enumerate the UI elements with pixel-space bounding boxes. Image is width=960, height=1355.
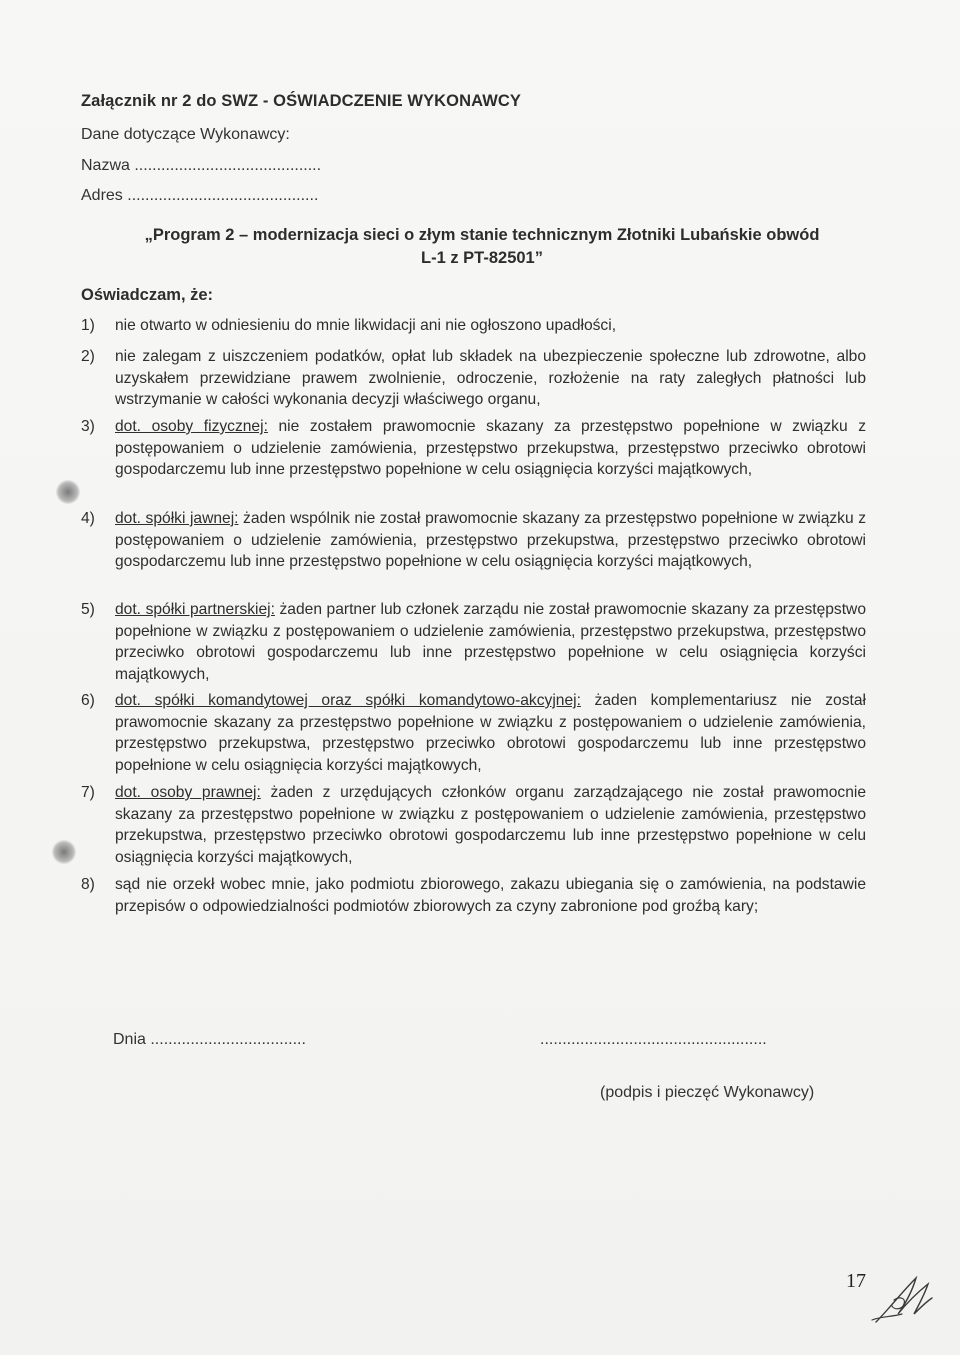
item-number: 3)	[81, 418, 95, 435]
contractor-data-label: Dane dotyczące Wykonawcy:	[81, 126, 290, 143]
item-number: 1)	[81, 317, 95, 334]
handwritten-paraph	[868, 1270, 938, 1330]
punch-hole-mark	[52, 840, 76, 864]
item-text: żaden wspólnik nie został prawomocnie skazany za przestępstwo popełnione w związku z postępowaniem o udzielenie zamówienia, przestępstwo przekupstwa, przestępstwo przeciwko obrotowi gospodarczemu lub inne przestępstwo popełnione w celu osiągnięcia korzyści majątkowych,	[115, 510, 866, 570]
item-number: 6)	[81, 692, 95, 709]
declaration-item	[81, 508, 866, 573]
declaration-item	[81, 599, 866, 685]
item-prefix: dot. spółki partnerskiej:	[115, 601, 275, 618]
signature-line: ...................................................	[540, 1031, 767, 1048]
item-number: 2)	[81, 348, 95, 365]
declaration-item	[81, 874, 866, 917]
item-text: żaden partner lub członek zarządu nie został prawomocnie skazany za przestępstwo popełnione w związku z postępowaniem o udzielenie zamówienia, przestępstwo przekupstwa, przestępstwo przeciwko obrotowi gospodarczemu lub inne przestępstwo popełnione w celu osiągnięcia korzyści majątkowych,	[115, 601, 866, 683]
item-text: nie zostałem prawomocnie skazany za przestępstwo popełnione w związku z postępowaniem o udzielenie zamówienia, przestępstwo przekupstwa, przestępstwo przeciwko obrotowi gospodarczemu lub inne przestępstwo popełnione w celu osiągnięcia korzyści majątkowych,	[115, 418, 866, 478]
item-text: żaden komplementariusz nie został prawomocnie skazany za przestępstwo popełnione w związku z postępowaniem o udzielenie zamówienia, przestępstwo przekupstwa, przestępstwo przeciwko obrotowi gospodarczemu lub inne przestępstwo popełnione w celu osiągnięcia korzyści majątkowych,	[115, 692, 866, 774]
item-number: 8)	[81, 876, 95, 893]
item-text: nie zalegam z uiszczeniem podatków, opłat lub składek na ubezpieczenie społeczne lub zdrowotne, albo uzyskałem przewidziane prawem zwolnienie, odroczenie, rozłożenie na raty zaległych płatności lub wstrzymanie w całości wykonania decyzji właściwego organu,	[115, 348, 866, 408]
item-prefix: dot. osoby fizycznej:	[115, 418, 268, 435]
item-prefix: dot. spółki jawnej:	[115, 510, 239, 527]
contractor-name-line: Nazwa ..........................................	[81, 157, 322, 174]
signature-caption: (podpis i pieczęć Wykonawcy)	[600, 1084, 815, 1101]
item-text: żaden z urzędujących członków organu zarządzającego nie został prawomocnie skazany za przestępstwo popełnione w związku z postępowaniem o udzielenie zamówienia, przestępstwo przekupstwa, przestępstwo przeciwko obrotowi gospodarczemu lub inne przestępstwo popełnione w celu osiągnięcia korzyści majątkowych,	[115, 784, 867, 866]
declaration-item	[81, 690, 866, 776]
project-title-line-2: L-1 z PT-82501”	[421, 249, 543, 267]
document-title: Załącznik nr 2 do SWZ - OŚWIADCZENIE WYKONAWCY	[81, 92, 522, 110]
declaration-item	[81, 346, 866, 411]
declaration-item	[81, 782, 866, 868]
item-prefix: dot. osoby prawnej:	[115, 784, 261, 801]
project-title	[96, 224, 868, 270]
page-number: 17	[846, 1270, 866, 1292]
project-title-line-1: „Program 2 – modernizacja sieci o złym stanie technicznym Złotniki Lubańskie obwód	[144, 226, 820, 244]
punch-hole-mark	[56, 480, 80, 504]
contractor-address-line: Adres ...........................................	[81, 187, 319, 204]
declaration-item	[81, 315, 866, 337]
item-number: 4)	[81, 510, 95, 527]
item-number: 7)	[81, 784, 95, 801]
declaration-item	[81, 416, 866, 481]
item-text: nie otwarto w odniesieniu do mnie likwidacji ani nie ogłoszono upadłości,	[115, 317, 617, 334]
declaration-intro: Oświadczam, że:	[81, 286, 214, 304]
item-prefix: dot. spółki komandytowej oraz spółki komandytowo-akcyjnej:	[115, 692, 581, 709]
item-number: 5)	[81, 601, 95, 618]
item-text: sąd nie orzekł wobec mnie, jako podmiotu zbiorowego, zakazu ubiegania się o zamówienia, na podstawie przepisów o odpowiedzialności podmiotów zbiorowych za czyny zabronione pod groźbą kary;	[115, 876, 866, 915]
date-line: Dnia ...................................	[113, 1031, 306, 1048]
